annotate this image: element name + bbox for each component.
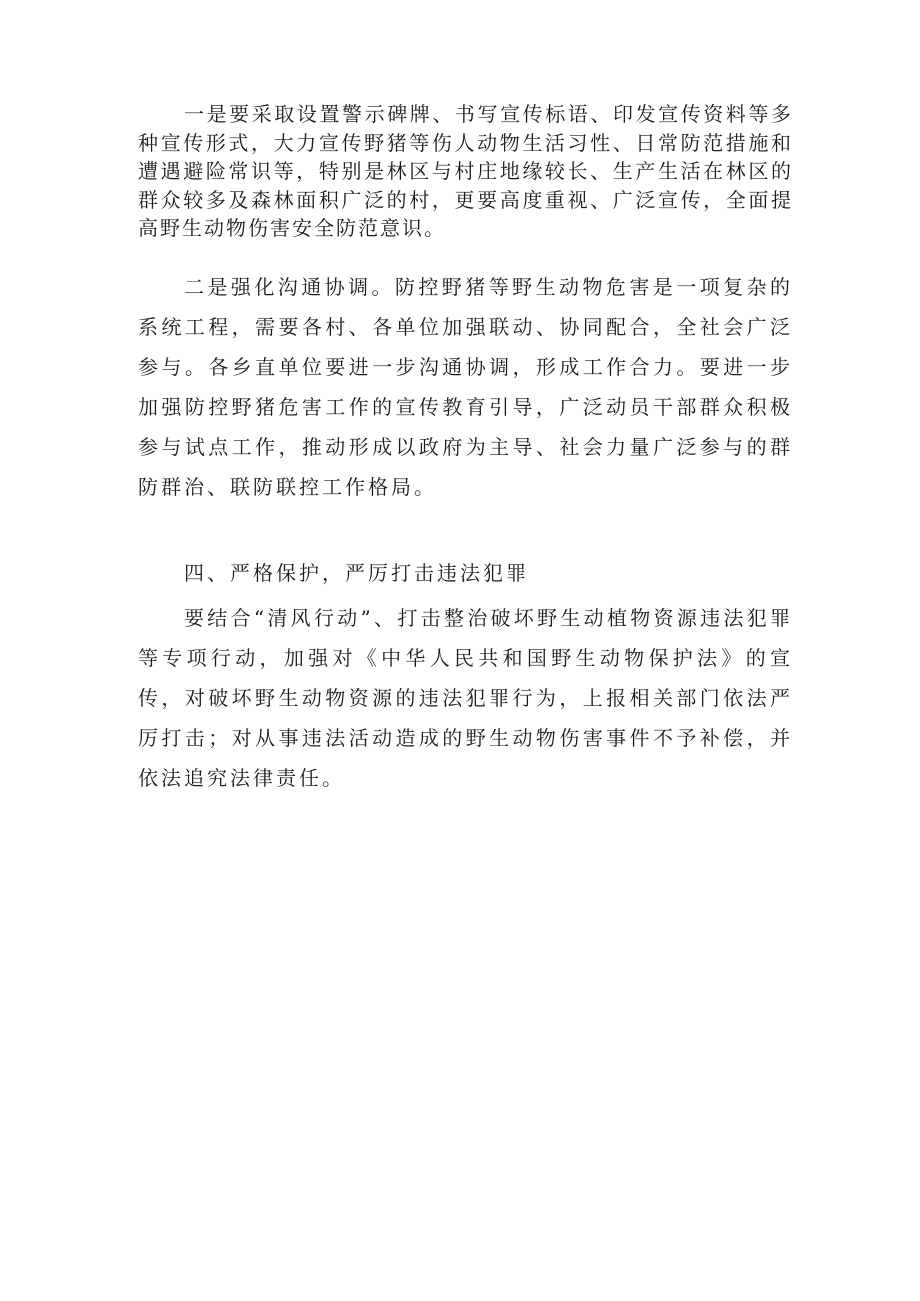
- section-heading-strict-protection: 四、严格保护，严厉打击违法犯罪: [184, 561, 529, 585]
- paragraph-publicity-measures: 一是要采取设置警示碑牌、书写宣传标语、印发宣传资料等多种宣传形式，大力宣传野猪等伤人动物生活习性、日常防范措施和遭遇避险常识等，特别是林区与村庄地缘较长、生产生活在林区的群众较多及森林面积广泛的村，更要高度重视、广泛宣传，全面提高野生动物伤害安全防范意识。: [138, 102, 793, 240]
- paragraph-coordination: 二是强化沟通协调。防控野猪等野生动物危害是一项复杂的系统工程，需要各村、各单位加强联动、协同配合，全社会广泛参与。各乡直单位要进一步沟通协调，形成工作合力。要进一步加强防控野猪危害工作的宣传教育引导，广泛动员干部群众积极参与试点工作，推动形成以政府为主导、社会力量广泛参与的群防群治、联防联控工作格局。: [138, 275, 793, 499]
- paragraph-law-enforcement: 要结合“清风行动”、打击整治破坏野生动植物资源违法犯罪等专项行动，加强对《中华人民共和国野生动物保护法》的宣传，对破坏野生动物资源的违法犯罪行为，上报相关部门依法严厉打击；对从事违法活动造成的野生动物伤害事件不予补偿，并依法追究法律责任。: [138, 606, 793, 790]
